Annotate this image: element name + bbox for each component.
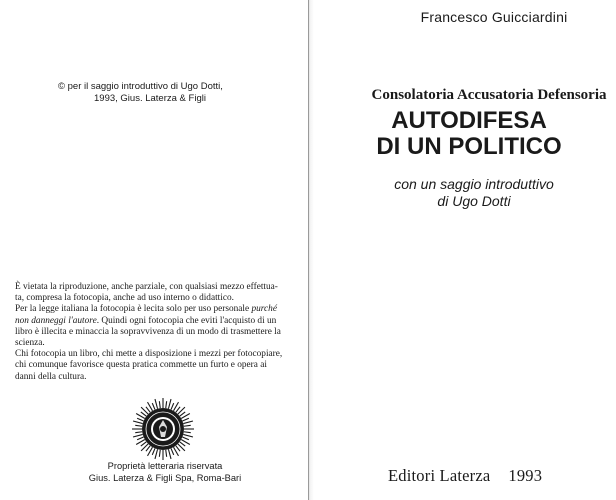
author-name: Francesco Guicciardini xyxy=(420,9,568,25)
copyright-line-1: © per il saggio introduttivo di Ugo Dotti, xyxy=(58,81,223,92)
rights-reserved-text: Proprietà letteraria riservata xyxy=(107,461,223,471)
copyright-line-2: 1993, Gius. Laterza & Figli xyxy=(94,93,206,104)
gutter-divider xyxy=(308,0,309,500)
publisher-imprint xyxy=(388,466,608,486)
book-subtitle xyxy=(374,176,574,210)
publisher-name: Editori Laterza xyxy=(388,466,491,485)
book-title-line-2: DI UN POLITICO xyxy=(376,133,562,160)
legal-line: Chi fotocopia un libro, chi mette a disposizione i mezzi per fotocopiare, xyxy=(15,349,283,360)
subtitle-line-2: di Ugo Dotti xyxy=(437,193,511,209)
series-title: Consolatoria Accusatoria Defensoria xyxy=(371,87,607,103)
legal-italic-text: non danneggi l'autore xyxy=(15,315,97,326)
right-page xyxy=(314,0,616,500)
publisher-emblem-icon xyxy=(131,397,195,461)
legal-line: ta, compresa la fotocopia, anche ad uso interno o didattico. xyxy=(15,293,234,304)
legal-line xyxy=(15,304,301,315)
publisher-address-text: Gius. Laterza & Figli Spa, Roma-Bari xyxy=(88,472,242,483)
legal-line: È vietata la riproduzione, anche parziale, con qualsiasi mezzo effettua- xyxy=(15,282,278,292)
publication-year: 1993 xyxy=(508,466,543,485)
legal-text: . Quindi ogni fotocopia che eviti l'acquisto di un xyxy=(96,315,277,326)
legal-line: chi comunque favorisce questa pratica commette un furto e opera ai xyxy=(15,360,267,371)
legal-line: scienza. xyxy=(15,338,45,349)
book-title xyxy=(349,108,589,160)
legal-line: danni della cultura. xyxy=(15,371,87,382)
book-title-line-1: AUTODIFESA xyxy=(391,107,547,134)
legal-text: Per la legge italiana la fotocopia è lecita solo per uso personale xyxy=(15,304,250,315)
publisher-note xyxy=(60,461,270,484)
copyright-notice xyxy=(58,81,268,105)
legal-italic-text: purché xyxy=(251,304,277,315)
legal-line xyxy=(15,316,301,327)
subtitle-line-1: con un saggio introduttivo xyxy=(394,176,554,192)
legal-line: libro è illecita e minaccia la sopravvivenza di un modo di trasmettere la xyxy=(15,326,281,337)
legal-notice xyxy=(15,282,301,383)
